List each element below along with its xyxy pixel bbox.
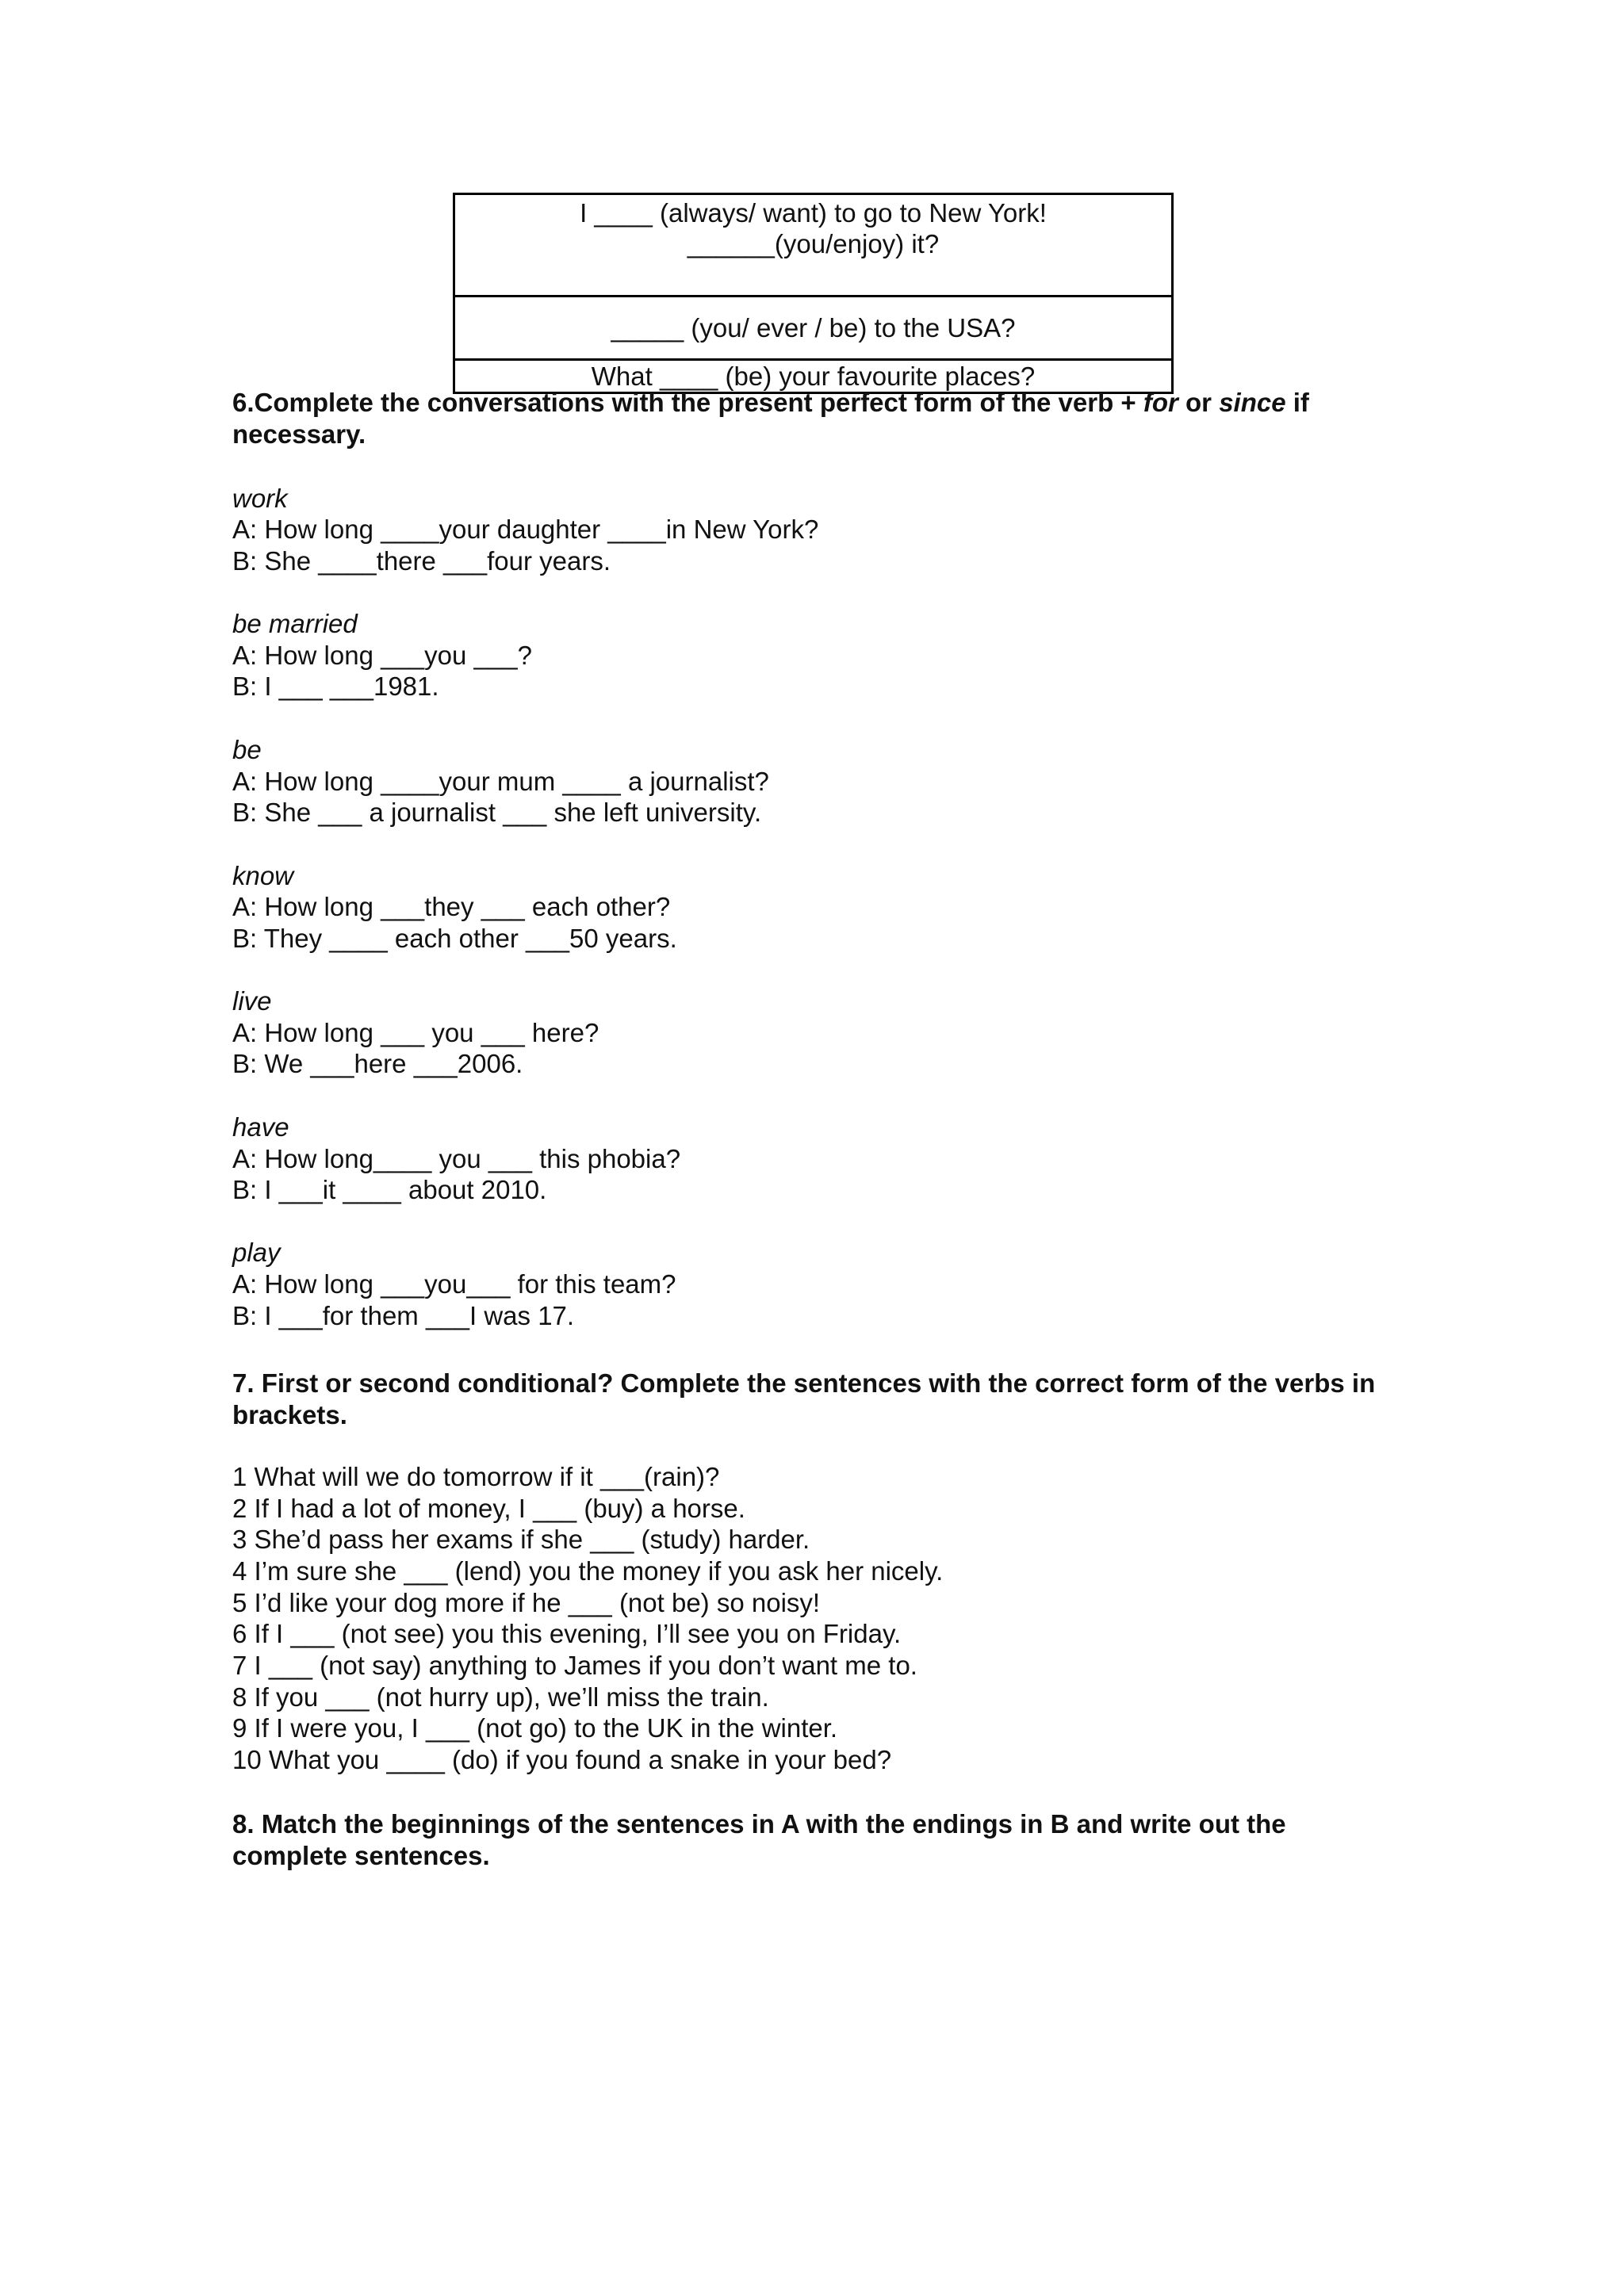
verb-label: be married [232,609,358,638]
dialogue-line-a: A: How long ___you___ for this team? [232,1269,676,1299]
section-8-heading: 8. Match the beginnings of the sentences in A with the endings in B and write out the complete sentences. [232,1809,1286,1870]
sentence-line: 8 If you ___ (not hurry up), we’ll miss the train. [232,1682,769,1712]
verb-label: be [232,735,262,764]
dialogue-line-b: B: She ___ a journalist ___ she left university. [232,798,762,827]
dialogue-line-b: B: I ___ ___1981. [232,672,439,701]
verb-label: play [232,1238,281,1267]
dialogue-line-b: B: She ____there ___four years. [232,546,611,576]
table-cell: _____ (you/ ever / be) to the USA? [454,297,1173,360]
sentence-line: 2 If I had a lot of money, I ___ (buy) a horse. [232,1494,745,1523]
sentence-line: 9 If I were you, I ___ (not go) to the UK in the winter. [232,1713,838,1743]
table-cell [454,194,1173,297]
dialogue-line-a: A: How long ____your daughter ____in New York? [232,515,819,544]
grammar-table [453,193,1174,394]
table-row [454,297,1173,360]
dialogue-line-a: A: How long ___they ___ each other? [232,892,671,921]
verb-label: have [232,1112,289,1142]
table-line: I ____ (always/ want) to go to New York! [580,198,1047,228]
sentence-line: 5 I’d like your dog more if he ___ (not be) so noisy! [232,1588,821,1617]
dialogue-line-b: B: I ___for them ___I was 17. [232,1301,575,1330]
table-line: ______(you/enjoy) it? [687,229,940,258]
section-7-heading: 7. First or second conditional? Complete the sentences with the correct form of the verbs in brackets. [232,1368,1376,1429]
dialogue-line-a: A: How long ____your mum ____ a journalist? [232,767,769,796]
dialogue-line-a: A: How long ___you ___? [232,641,532,670]
section-6-heading: 6.Complete the conversations with the present perfect form of the verb + for or since if necessary. [232,388,1309,449]
dialogue-line-b: B: We ___here ___2006. [232,1049,523,1078]
verb-label: work [232,484,288,513]
sentence-line: 3 She’d pass her exams if she ___ (study) harder. [232,1525,810,1554]
sentence-line: 6 If I ___ (not see) you this evening, I’ll see you on Friday. [232,1619,902,1648]
table-row [454,194,1173,297]
dialogue-line-b: B: I ___it ____ about 2010. [232,1175,547,1204]
verb-label: know [232,861,294,890]
sentence-line: 7 I ___ (not say) anything to James if you don’t want me to. [232,1651,917,1680]
dialogue-line-a: A: How long____ you ___ this phobia? [232,1144,681,1173]
sentence-line: 1 What will we do tomorrow if it ___(rain)? [232,1462,720,1491]
dialogue-line-a: A: How long ___ you ___ here? [232,1018,599,1047]
sentence-line: 10 What you ____ (do) if you found a snake in your bed? [232,1745,892,1774]
verb-label: live [232,986,272,1016]
sentence-line: 4 I’m sure she ___ (lend) you the money if you ask her nicely. [232,1556,944,1586]
dialogue-line-b: B: They ____ each other ___50 years. [232,924,677,953]
table-cell: What ____ (be) your favourite places? [454,360,1173,393]
